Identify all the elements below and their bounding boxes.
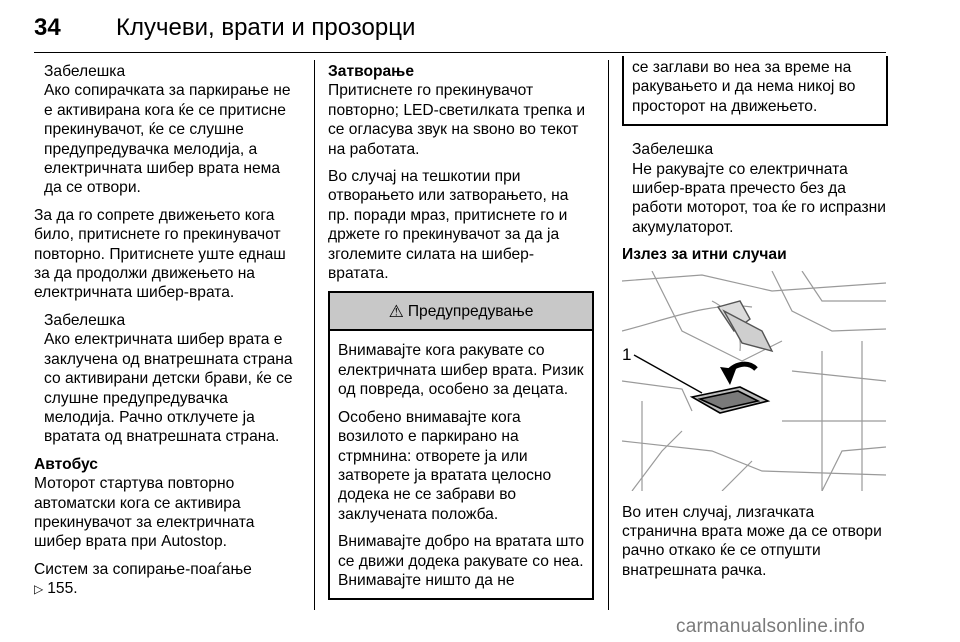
note-text: Не ракувајте со електричната шибер-врата пречесто без да работи моторот, тоа ќе го испразни акумулаторот.: [632, 160, 886, 236]
page-number: 34: [34, 14, 61, 41]
note-title: Забелешка: [44, 63, 126, 80]
warning-header: [330, 293, 592, 331]
note-title: Забелешка: [632, 141, 714, 159]
warning-paragraph: Внимавајте кога ракувате со електричната шибер врата. Ризик од повреда, особено за децата.: [338, 342, 584, 399]
column-divider: [608, 60, 609, 610]
note-battery: [622, 140, 888, 237]
emergency-heading: Излез за итни случаи: [622, 246, 787, 264]
xref-page-link[interactable]: 155.: [47, 580, 78, 598]
stop-start-reference: [34, 560, 302, 600]
warning-box: [328, 291, 594, 600]
closing-text: Притиснете го прекинувачот повторно; LED-светилката трепка и се огласува звук на ѕвоно во текот на работата.: [328, 82, 586, 158]
emergency-text: Во итен случај, лизгачката странична врата може да се отвори рачно откако ќе се отпушти внатрешната рачка.: [622, 503, 882, 579]
figure-callout-1: 1: [622, 344, 632, 364]
warning-continued-text: се заглави во неа за време на ракувањето и да нема никој во просторот на движењето.: [632, 59, 856, 115]
difficulty-paragraph: Во случај на тешкотии при отворањето или затворањето, на пр. поради мраз, притиснете го и држете го прекинувачот за да ја зголемите силата на шибер-вратата.: [328, 168, 569, 283]
stop-start-text: Систем за сопирање-поаѓање: [34, 560, 252, 578]
header-rule: [34, 52, 886, 53]
note-child-locks: [34, 311, 302, 447]
warning-box-continued: [622, 56, 888, 126]
warning-title: Предупредување: [407, 302, 534, 320]
page-header: [34, 14, 886, 50]
column-divider: [314, 60, 315, 610]
page-title: Клучеви, врати и прозорци: [116, 14, 416, 41]
emergency-release-figure: [622, 271, 886, 491]
triangle-right-icon: ▷: [34, 582, 44, 597]
note-title: Забелешка: [44, 311, 126, 329]
warning-paragraph: Особено внимавајте кога возилото е паркирано на стрмнина: отворете ја или затворете ја вратата целосно додека не се забрави во заклучената положба.: [338, 408, 552, 523]
watermark: carmanualsonline.info: [676, 616, 866, 637]
stop-movement-paragraph: За да го сопрете движењето кога било, притиснете го прекинувачот повторно. Притиснете уште еднаш за да продолжи движењето на електричната шибер-врата.: [34, 206, 286, 302]
bus-section: [34, 455, 302, 552]
bus-text: Моторот стартува повторно автоматски кога се активира прекинувачот за електричната шибер врата при Autostop.: [34, 475, 255, 551]
middle-column: [328, 62, 594, 600]
closing-section: [328, 62, 594, 159]
closing-heading: Затворање: [328, 63, 414, 80]
note-text: Ако сопирачката за паркирање не е активирана кога ќе се притисне прекинувачот, ќе се слушне предупредувачка мелодија, а електричната шибер врата нема да се отвори.: [44, 82, 291, 197]
right-column: [622, 58, 888, 588]
warning-triangle-icon: ⚠: [388, 301, 404, 321]
left-column: [34, 62, 302, 608]
door-handle-illustration: [622, 271, 886, 491]
warning-body: [330, 331, 592, 598]
note-text: Ако електричната шибер врата е заклучена од внатрешната страна со активирани детски брави, ќе се слушне предупредувачка мелодија. Рачно отклучете ја вратата од внатрешната страна.: [44, 331, 293, 446]
bus-heading: Автобус: [34, 455, 98, 473]
note-parking-brake: [34, 62, 302, 198]
warning-paragraph: Внимавајте добро на вратата што се движи додека ракувате со неа. Внимавајте ништо да не: [338, 533, 585, 589]
